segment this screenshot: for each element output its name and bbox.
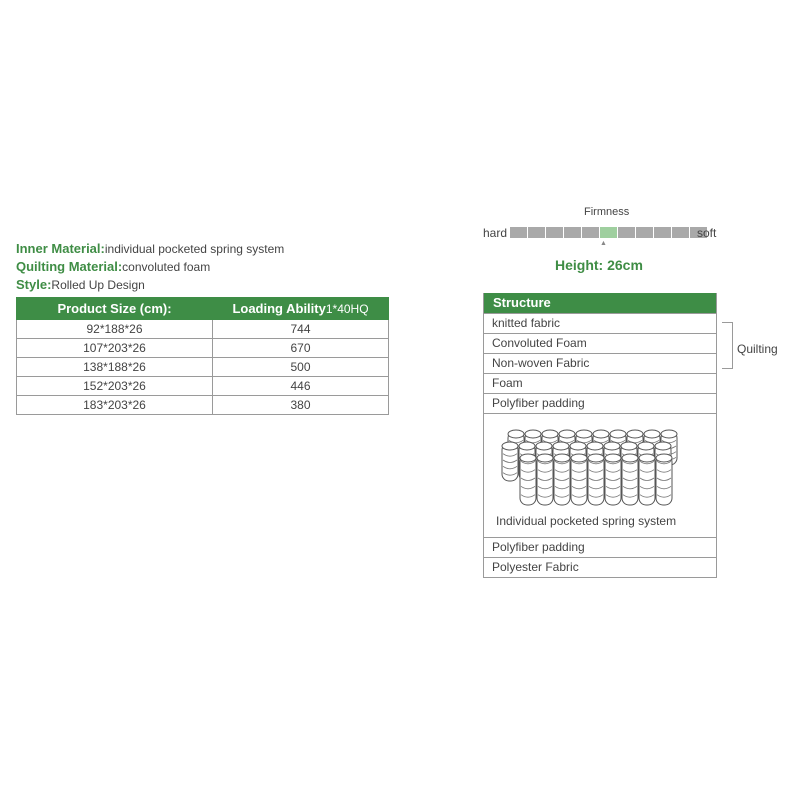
firmness-segment (546, 227, 563, 238)
quilting-bracket (722, 322, 733, 369)
firmness-scale (510, 227, 707, 238)
cell-size: 138*188*26 (17, 358, 213, 377)
firmness-segment (654, 227, 671, 238)
cell-load: 500 (213, 358, 389, 377)
spring-caption: Individual pocketed spring system (496, 514, 677, 528)
firmness-segment (582, 227, 599, 238)
height-label: Height: 26cm (555, 257, 643, 273)
header-loading-ability: Loading Ability1*40HQ (213, 298, 389, 320)
cell-load: 744 (213, 320, 389, 339)
firmness-segment (636, 227, 653, 238)
firmness-segment (528, 227, 545, 238)
cell-size: 92*188*26 (17, 320, 213, 339)
header-product-size: Product Size (cm): (17, 298, 213, 320)
firmness-title: Firmness (584, 206, 630, 218)
cell-size: 152*203*26 (17, 377, 213, 396)
layer-row: Convoluted Foam (484, 333, 716, 353)
cell-size: 183*203*26 (17, 396, 213, 415)
layer-row: Polyfiber padding (484, 393, 716, 413)
layer-row: Foam (484, 373, 716, 393)
firmness-segment-active (600, 227, 617, 238)
table-row (17, 339, 389, 358)
size-table-header (17, 298, 389, 320)
cell-load: 380 (213, 396, 389, 415)
firmness-segment (672, 227, 689, 238)
spec-list (16, 240, 284, 294)
size-table (16, 297, 389, 415)
layer-row: Polyester Fabric (484, 557, 716, 577)
cell-load: 670 (213, 339, 389, 358)
layer-row: Polyfiber padding (484, 537, 716, 557)
firmness-marker-icon: ▲ (600, 240, 607, 247)
layer-row: Non-woven Fabric (484, 353, 716, 373)
quilting-label: Quilting (737, 342, 778, 356)
cell-load: 446 (213, 377, 389, 396)
structure-table (483, 293, 717, 578)
spring-illustration-cell (484, 413, 716, 537)
table-row (17, 396, 389, 415)
spec-inner-material: Inner Material:individual pocketed spring system (16, 241, 285, 256)
spec-quilting-material: Quilting Material:convoluted foam (16, 259, 211, 274)
firmness-segment (618, 227, 635, 238)
firmness-segment (564, 227, 581, 238)
layer-row: knitted fabric (484, 313, 716, 333)
pocket-spring-icon (498, 423, 698, 513)
firmness-segment (510, 227, 527, 238)
table-row (17, 358, 389, 377)
table-row (17, 320, 389, 339)
firmness-hard-label: hard (483, 226, 508, 240)
firmness-soft-label: soft (697, 226, 717, 240)
cell-size: 107*203*26 (17, 339, 213, 358)
structure-header: Structure (484, 293, 716, 313)
spec-style: Style:Rolled Up Design (16, 277, 145, 292)
table-row (17, 377, 389, 396)
